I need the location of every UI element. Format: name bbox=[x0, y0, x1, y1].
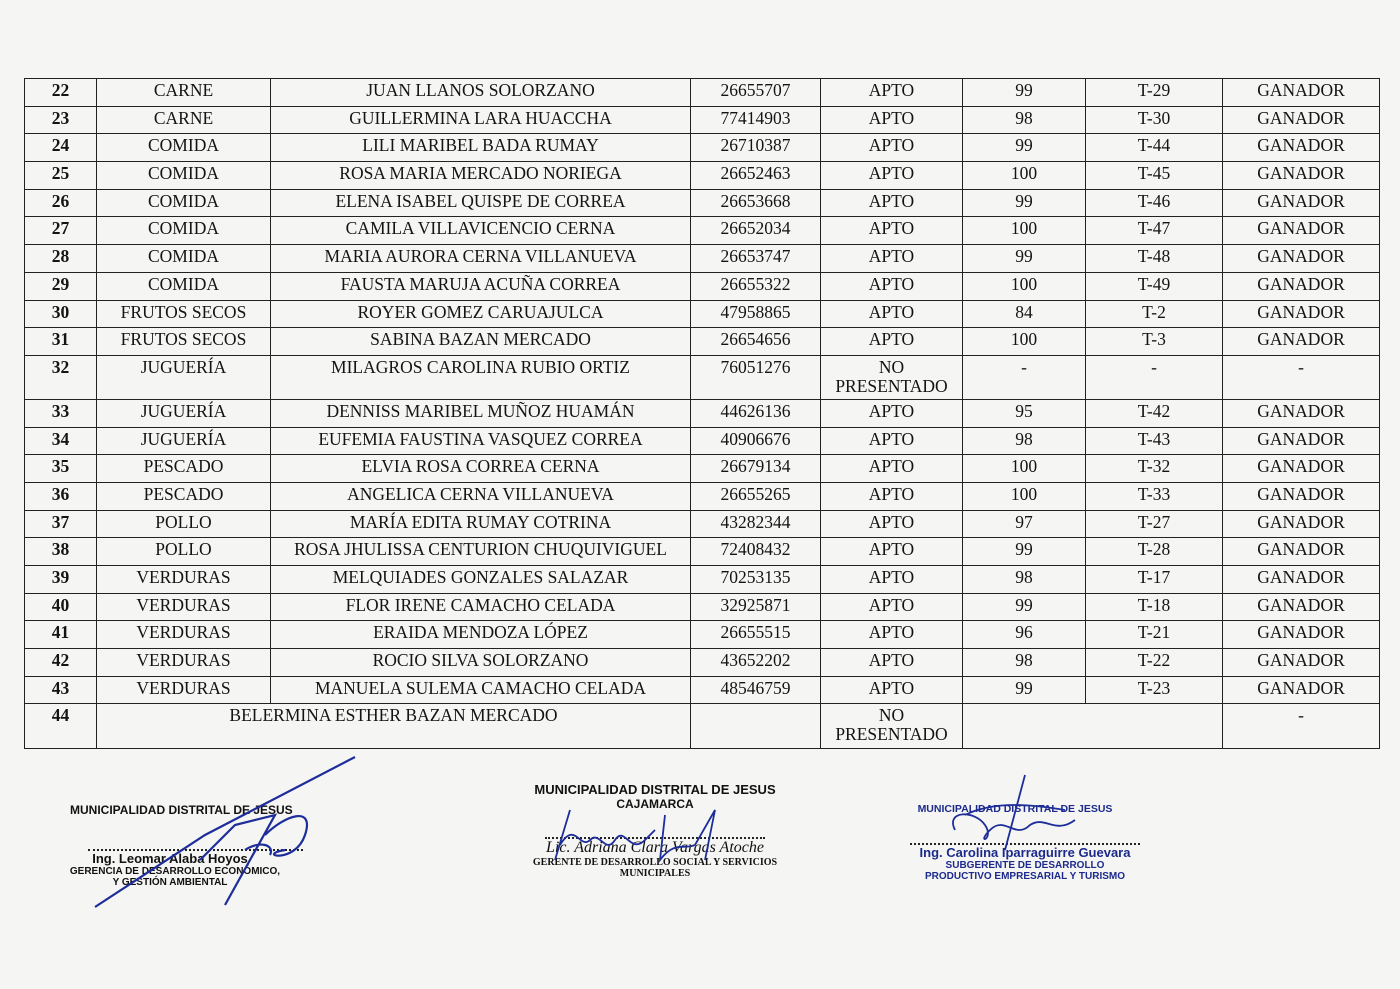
row-number: 42 bbox=[25, 649, 97, 677]
result-cell: GANADOR bbox=[1223, 134, 1380, 162]
category-cell: VERDURAS bbox=[97, 676, 271, 704]
name-cell: BELERMINA ESTHER BAZAN MERCADO bbox=[97, 704, 691, 749]
category-cell: COMIDA bbox=[97, 217, 271, 245]
score-cell bbox=[963, 704, 1223, 749]
name-cell: FLOR IRENE CAMACHO CELADA bbox=[271, 593, 691, 621]
name-cell: JUAN LLANOS SOLORZANO bbox=[271, 79, 691, 107]
score-cell: 100 bbox=[963, 217, 1086, 245]
table-row bbox=[25, 245, 1380, 273]
dni-cell: 77414903 bbox=[691, 106, 821, 134]
row-number: 30 bbox=[25, 300, 97, 328]
table-row bbox=[25, 427, 1380, 455]
result-cell: GANADOR bbox=[1223, 106, 1380, 134]
table-row bbox=[25, 106, 1380, 134]
result-cell: GANADOR bbox=[1223, 399, 1380, 427]
table-row bbox=[25, 189, 1380, 217]
table-row bbox=[25, 704, 1380, 749]
category-cell: CARNE bbox=[97, 79, 271, 107]
table-row bbox=[25, 593, 1380, 621]
result-cell: GANADOR bbox=[1223, 300, 1380, 328]
stand-cell: T-48 bbox=[1086, 245, 1223, 273]
category-cell: CARNE bbox=[97, 106, 271, 134]
status-cell: APTO bbox=[821, 593, 963, 621]
table-row bbox=[25, 272, 1380, 300]
score-cell: 84 bbox=[963, 300, 1086, 328]
dni-cell bbox=[691, 704, 821, 749]
stand-cell: T-33 bbox=[1086, 482, 1223, 510]
stand-cell: T-42 bbox=[1086, 399, 1223, 427]
score-cell: 96 bbox=[963, 621, 1086, 649]
row-number: 29 bbox=[25, 272, 97, 300]
table-row bbox=[25, 217, 1380, 245]
name-cell: ROYER GOMEZ CARUAJULCA bbox=[271, 300, 691, 328]
stand-cell: T-43 bbox=[1086, 427, 1223, 455]
name-cell: ROSA JHULISSA CENTURION CHUQUIVIGUEL bbox=[271, 538, 691, 566]
stand-cell: T-46 bbox=[1086, 189, 1223, 217]
dni-cell: 26653668 bbox=[691, 189, 821, 217]
score-cell: 98 bbox=[963, 427, 1086, 455]
signature-block-1 bbox=[60, 803, 330, 888]
status-cell: APTO bbox=[821, 427, 963, 455]
row-number: 40 bbox=[25, 593, 97, 621]
table-row bbox=[25, 162, 1380, 190]
name-cell: ERAIDA MENDOZA LÓPEZ bbox=[271, 621, 691, 649]
stand-cell: T-2 bbox=[1086, 300, 1223, 328]
signature-name: Ing. Carolina Iparraguirre Guevara bbox=[919, 845, 1131, 860]
category-cell: POLLO bbox=[97, 538, 271, 566]
score-cell: - bbox=[963, 355, 1086, 399]
result-cell: GANADOR bbox=[1223, 676, 1380, 704]
result-cell: GANADOR bbox=[1223, 217, 1380, 245]
name-cell: ROSA MARIA MERCADO NORIEGA bbox=[271, 162, 691, 190]
row-number: 33 bbox=[25, 399, 97, 427]
score-cell: 100 bbox=[963, 482, 1086, 510]
result-cell: GANADOR bbox=[1223, 566, 1380, 594]
category-cell: POLLO bbox=[97, 510, 271, 538]
row-number: 35 bbox=[25, 455, 97, 483]
table-row bbox=[25, 566, 1380, 594]
results-table bbox=[24, 78, 1380, 749]
table-row bbox=[25, 328, 1380, 356]
row-number: 27 bbox=[25, 217, 97, 245]
dni-cell: 43652202 bbox=[691, 649, 821, 677]
category-cell: PESCADO bbox=[97, 455, 271, 483]
table-row bbox=[25, 538, 1380, 566]
row-number: 31 bbox=[25, 328, 97, 356]
stand-cell: T-32 bbox=[1086, 455, 1223, 483]
status-cell: APTO bbox=[821, 482, 963, 510]
dni-cell: 26653747 bbox=[691, 245, 821, 273]
dni-cell: 26655515 bbox=[691, 621, 821, 649]
name-cell: ROCIO SILVA SOLORZANO bbox=[271, 649, 691, 677]
score-cell: 100 bbox=[963, 272, 1086, 300]
stand-cell: T-28 bbox=[1086, 538, 1223, 566]
score-cell: 99 bbox=[963, 79, 1086, 107]
category-cell: COMIDA bbox=[97, 162, 271, 190]
stand-cell: T-17 bbox=[1086, 566, 1223, 594]
dni-cell: 48546759 bbox=[691, 676, 821, 704]
name-cell: MARIA AURORA CERNA VILLANUEVA bbox=[271, 245, 691, 273]
table-row bbox=[25, 355, 1380, 399]
row-number: 26 bbox=[25, 189, 97, 217]
status-cell: APTO bbox=[821, 245, 963, 273]
stand-cell: T-21 bbox=[1086, 621, 1223, 649]
table-row bbox=[25, 399, 1380, 427]
result-cell: - bbox=[1223, 704, 1380, 749]
row-number: 36 bbox=[25, 482, 97, 510]
status-cell: APTO bbox=[821, 566, 963, 594]
signature-role: GERENCIA DE DESARROLLO ECONÓMICO, bbox=[69, 866, 281, 877]
signature-role: SUBGERENTE DE DESARROLLO bbox=[945, 860, 1105, 871]
signature-name: Lic. Adriana Clara Vargas Atoche bbox=[546, 839, 764, 856]
result-cell: GANADOR bbox=[1223, 79, 1380, 107]
name-cell: MANUELA SULEMA CAMACHO CELADA bbox=[271, 676, 691, 704]
score-cell: 100 bbox=[963, 455, 1086, 483]
stand-cell: T-30 bbox=[1086, 106, 1223, 134]
score-cell: 95 bbox=[963, 399, 1086, 427]
category-cell: JUGUERÍA bbox=[97, 399, 271, 427]
name-cell: GUILLERMINA LARA HUACCHA bbox=[271, 106, 691, 134]
score-cell: 99 bbox=[963, 538, 1086, 566]
signature-role: GERENTE DE DESARROLLO SOCIAL Y SERVICIOS MUNICIPALES bbox=[532, 857, 778, 879]
result-cell: GANADOR bbox=[1223, 510, 1380, 538]
signature-org: MUNICIPALIDAD DISTRITAL DE JESUS bbox=[917, 803, 1113, 815]
category-cell: JUGUERÍA bbox=[97, 427, 271, 455]
status-cell: APTO bbox=[821, 300, 963, 328]
name-cell: EUFEMIA FAUSTINA VASQUEZ CORREA bbox=[271, 427, 691, 455]
category-cell: VERDURAS bbox=[97, 621, 271, 649]
name-cell: MARÍA EDITA RUMAY COTRINA bbox=[271, 510, 691, 538]
result-cell: GANADOR bbox=[1223, 328, 1380, 356]
row-number: 44 bbox=[25, 704, 97, 749]
status-cell: APTO bbox=[821, 134, 963, 162]
score-cell: 99 bbox=[963, 189, 1086, 217]
status-cell: APTO bbox=[821, 510, 963, 538]
dni-cell: 44626136 bbox=[691, 399, 821, 427]
dni-cell: 26655322 bbox=[691, 272, 821, 300]
signature-block-2 bbox=[515, 782, 795, 879]
stand-cell: T-29 bbox=[1086, 79, 1223, 107]
result-cell: GANADOR bbox=[1223, 482, 1380, 510]
status-cell: APTO bbox=[821, 189, 963, 217]
dni-cell: 70253135 bbox=[691, 566, 821, 594]
row-number: 22 bbox=[25, 79, 97, 107]
row-number: 34 bbox=[25, 427, 97, 455]
score-cell: 99 bbox=[963, 245, 1086, 273]
signature-org: MUNICIPALIDAD DISTRITAL DE JESUS bbox=[70, 803, 293, 817]
table-row bbox=[25, 621, 1380, 649]
category-cell: VERDURAS bbox=[97, 649, 271, 677]
score-cell: 97 bbox=[963, 510, 1086, 538]
dni-cell: 26652034 bbox=[691, 217, 821, 245]
dni-cell: 47958865 bbox=[691, 300, 821, 328]
dni-cell: 26710387 bbox=[691, 134, 821, 162]
name-cell: FAUSTA MARUJA ACUÑA CORREA bbox=[271, 272, 691, 300]
dni-cell: 26652463 bbox=[691, 162, 821, 190]
score-cell: 98 bbox=[963, 649, 1086, 677]
status-cell: APTO bbox=[821, 538, 963, 566]
category-cell: COMIDA bbox=[97, 272, 271, 300]
result-cell: - bbox=[1223, 355, 1380, 399]
score-cell: 99 bbox=[963, 593, 1086, 621]
category-cell: PESCADO bbox=[97, 482, 271, 510]
result-cell: GANADOR bbox=[1223, 621, 1380, 649]
signature-role: Y GESTIÓN AMBIENTAL bbox=[112, 877, 228, 888]
row-number: 38 bbox=[25, 538, 97, 566]
name-cell: LILI MARIBEL BADA RUMAY bbox=[271, 134, 691, 162]
signature-name: Ing. Leomar Alaba Hoyos bbox=[92, 851, 248, 866]
signature-org-city: CAJAMARCA bbox=[616, 797, 694, 811]
name-cell: CAMILA VILLAVICENCIO CERNA bbox=[271, 217, 691, 245]
stand-cell: T-27 bbox=[1086, 510, 1223, 538]
table-row bbox=[25, 300, 1380, 328]
result-cell: GANADOR bbox=[1223, 162, 1380, 190]
stand-cell: T-47 bbox=[1086, 217, 1223, 245]
category-cell: COMIDA bbox=[97, 245, 271, 273]
result-cell: GANADOR bbox=[1223, 593, 1380, 621]
row-number: 24 bbox=[25, 134, 97, 162]
dni-cell: 40906676 bbox=[691, 427, 821, 455]
stand-cell: T-3 bbox=[1086, 328, 1223, 356]
status-cell: APTO bbox=[821, 676, 963, 704]
dni-cell: 43282344 bbox=[691, 510, 821, 538]
row-number: 39 bbox=[25, 566, 97, 594]
stand-cell: T-45 bbox=[1086, 162, 1223, 190]
dni-cell: 26654656 bbox=[691, 328, 821, 356]
result-cell: GANADOR bbox=[1223, 649, 1380, 677]
status-cell: APTO bbox=[821, 328, 963, 356]
row-number: 41 bbox=[25, 621, 97, 649]
table-body bbox=[25, 79, 1380, 749]
category-cell: COMIDA bbox=[97, 134, 271, 162]
result-cell: GANADOR bbox=[1223, 538, 1380, 566]
result-cell: GANADOR bbox=[1223, 427, 1380, 455]
score-cell: 99 bbox=[963, 134, 1086, 162]
dni-cell: 76051276 bbox=[691, 355, 821, 399]
status-cell: APTO bbox=[821, 106, 963, 134]
name-cell: ANGELICA CERNA VILLANUEVA bbox=[271, 482, 691, 510]
result-cell: GANADOR bbox=[1223, 272, 1380, 300]
score-cell: 100 bbox=[963, 328, 1086, 356]
stand-cell: - bbox=[1086, 355, 1223, 399]
category-cell: FRUTOS SECOS bbox=[97, 300, 271, 328]
name-cell: MILAGROS CAROLINA RUBIO ORTIZ bbox=[271, 355, 691, 399]
result-cell: GANADOR bbox=[1223, 189, 1380, 217]
row-number: 43 bbox=[25, 676, 97, 704]
signature-block-3 bbox=[895, 803, 1155, 882]
dni-cell: 26655707 bbox=[691, 79, 821, 107]
stand-cell: T-44 bbox=[1086, 134, 1223, 162]
row-number: 23 bbox=[25, 106, 97, 134]
score-cell: 98 bbox=[963, 566, 1086, 594]
dni-cell: 32925871 bbox=[691, 593, 821, 621]
category-cell: FRUTOS SECOS bbox=[97, 328, 271, 356]
category-cell: VERDURAS bbox=[97, 566, 271, 594]
stand-cell: T-49 bbox=[1086, 272, 1223, 300]
dni-cell: 26655265 bbox=[691, 482, 821, 510]
status-cell: APTO bbox=[821, 649, 963, 677]
stand-cell: T-22 bbox=[1086, 649, 1223, 677]
status-cell: APTO bbox=[821, 162, 963, 190]
table-row bbox=[25, 676, 1380, 704]
table-row bbox=[25, 482, 1380, 510]
score-cell: 100 bbox=[963, 162, 1086, 190]
row-number: 25 bbox=[25, 162, 97, 190]
category-cell: COMIDA bbox=[97, 189, 271, 217]
table-row bbox=[25, 510, 1380, 538]
table-row bbox=[25, 455, 1380, 483]
signature-org: MUNICIPALIDAD DISTRITAL DE JESUS bbox=[534, 782, 776, 797]
category-cell: JUGUERÍA bbox=[97, 355, 271, 399]
name-cell: DENNISS MARIBEL MUÑOZ HUAMÁN bbox=[271, 399, 691, 427]
dni-cell: 72408432 bbox=[691, 538, 821, 566]
result-cell: GANADOR bbox=[1223, 455, 1380, 483]
row-number: 28 bbox=[25, 245, 97, 273]
status-cell: APTO bbox=[821, 217, 963, 245]
status-cell: NO PRESENTADO bbox=[821, 704, 963, 749]
status-cell: APTO bbox=[821, 455, 963, 483]
name-cell: SABINA BAZAN MERCADO bbox=[271, 328, 691, 356]
row-number: 32 bbox=[25, 355, 97, 399]
row-number: 37 bbox=[25, 510, 97, 538]
name-cell: MELQUIADES GONZALES SALAZAR bbox=[271, 566, 691, 594]
name-cell: ELVIA ROSA CORREA CERNA bbox=[271, 455, 691, 483]
table-row bbox=[25, 79, 1380, 107]
stand-cell: T-23 bbox=[1086, 676, 1223, 704]
status-cell: APTO bbox=[821, 79, 963, 107]
signature-role: PRODUCTIVO EMPRESARIAL Y TURISMO bbox=[924, 871, 1126, 882]
status-cell: NO PRESENTADO bbox=[821, 355, 963, 399]
score-cell: 99 bbox=[963, 676, 1086, 704]
score-cell: 98 bbox=[963, 106, 1086, 134]
table-row bbox=[25, 649, 1380, 677]
stand-cell: T-18 bbox=[1086, 593, 1223, 621]
name-cell: ELENA ISABEL QUISPE DE CORREA bbox=[271, 189, 691, 217]
status-cell: APTO bbox=[821, 272, 963, 300]
result-cell: GANADOR bbox=[1223, 245, 1380, 273]
category-cell: VERDURAS bbox=[97, 593, 271, 621]
table-row bbox=[25, 134, 1380, 162]
dni-cell: 26679134 bbox=[691, 455, 821, 483]
status-cell: APTO bbox=[821, 621, 963, 649]
status-cell: APTO bbox=[821, 399, 963, 427]
